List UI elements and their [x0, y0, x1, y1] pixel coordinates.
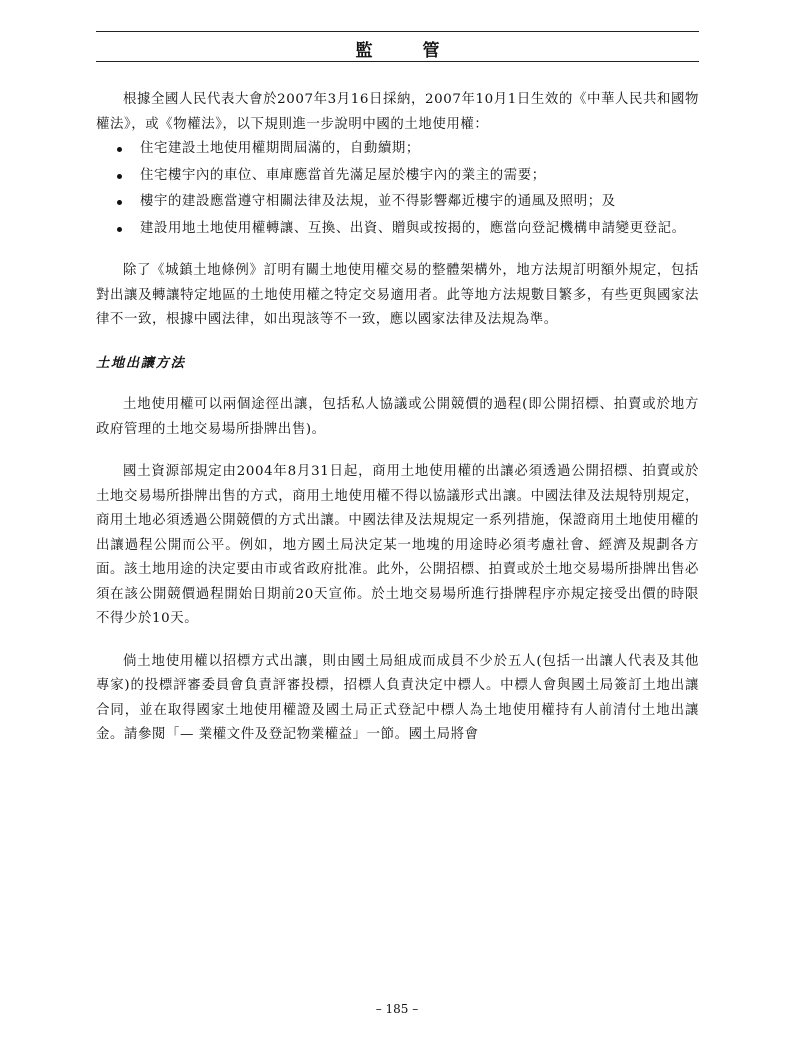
bullet-list	[96, 137, 699, 241]
grant-methods-paragraph: 土地使用權可以兩個途徑出讓，包括私人協議或公開競價的過程(即公開招標、拍賣或於地方政府管理的土地交易場所掛牌出售)。	[96, 397, 699, 437]
bullet-item	[96, 137, 699, 162]
bullet-text: 樓宇的建設應當遵守相關法律及法規，並不得影響鄰近樓宇的通風及照明；及	[140, 194, 616, 209]
bullet-text: 建設用地土地使用權轉讓、互換、出資、贈與或按揭的，應當向登記機構申請變更登記。	[140, 220, 686, 236]
bullet-item	[96, 190, 699, 215]
bullet-text: 住宅樓宇內的車位、車庫應當首先滿足屋於樓宇內的業主的需要；	[140, 167, 546, 183]
bullet-text: 住宅建設土地使用權期間屆滿的，自動續期；	[140, 141, 420, 156]
page-number: – 185 –	[375, 1002, 419, 1016]
header-top-rule	[96, 31, 699, 32]
tender-paragraph: 倘土地使用權以招標方式出讓，則由國土局組成而成員不少於五人(包括一出讓人代表及其他專家)的投標評審委員會負責評審投標，招標人負責決定中標人。中標人會與國土局簽訂土地出讓合同，並在取得國家土地使用權證及國土局正式登記中標人為土地使用權持有人前清付土地出讓金。請參閱「— 業權文件及登記物業權益」一節。國土局將會	[96, 653, 699, 742]
bullet-dot-icon	[117, 227, 122, 232]
bullet-item	[96, 217, 699, 242]
mlr-rules-paragraph: 國土資源部規定由2004年8月31日起，商用土地使用權的出讓必須透過公開招標、拍賣或於土地交易場所掛牌出售的方式，商用土地使用權不得以協議形式出讓。中國法律及法規特別規定，商用土地必須透過公開競價的方式出讓。中國法律及法規規定一系列措施，保證商用土地使用權的出讓過程公開而公平。例如，地方國土局決定某一地塊的用途時必須考慮社會、經濟及規劃各方面。該土地用途的決定要由市或省政府批准。此外，公開招標、拍賣或於土地交易場所掛牌出售必須在該公開競價過程開始日期前20天宣佈。於土地交易場所進行掛牌程序亦規定接受出價的時限不得少於10天。	[96, 464, 699, 626]
local-regulations-paragraph: 除了《城鎮土地條例》訂明有關土地使用權交易的整體架構外，地方法規訂明額外規定，包括對出讓及轉讓特定地區的土地使用權之特定交易適用者。此等地方法規數目繁多，有些更與國家法律不一致，根據中國法律，如出現該等不一致，應以國家法律及法規為準。	[96, 263, 699, 327]
intro-paragraph: 根據全國人民代表大會於2007年3月16日採納，2007年10月1日生效的《中華人民共和國物權法》，或《物權法》，以下規則進一步說明中國的土地使用權：	[96, 92, 699, 132]
section-heading: 土地出讓方法	[96, 354, 186, 371]
bullet-dot-icon	[117, 174, 122, 179]
bullet-dot-icon	[117, 200, 122, 205]
header-bottom-rule	[96, 61, 699, 62]
document-body	[96, 88, 699, 766]
bullet-item	[96, 164, 699, 189]
page-header-title: 監 管	[355, 41, 462, 61]
bullet-dot-icon	[117, 147, 122, 152]
